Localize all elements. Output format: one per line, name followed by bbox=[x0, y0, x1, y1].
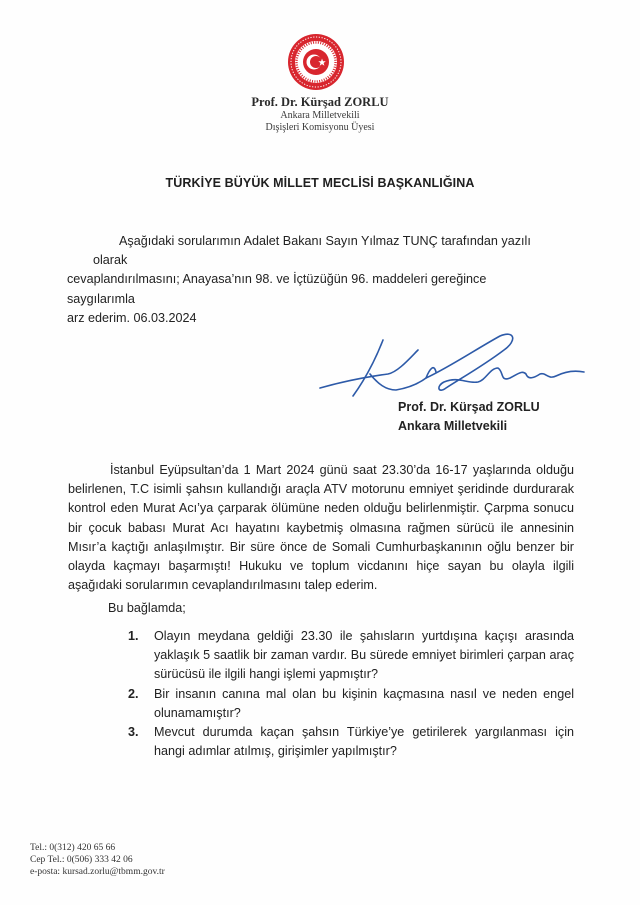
question-text: Bir insanın canına mal olan bu kişinin kaçmasına nasıl ve neden engel olunamamıştır? bbox=[154, 686, 574, 720]
footer-tel: Tel.: 0(312) 420 65 66 bbox=[30, 843, 116, 853]
signatory-title: Ankara Milletvekili bbox=[398, 419, 508, 433]
intro-line-3: arz ederim. 06.03.2024 bbox=[67, 310, 197, 325]
body-paragraph-text: İstanbul Eyüpsultan’da 1 Mart 2024 günü saat 23.30’da 16-17 yaşlarında olduğu belirlenen, T.C isimli şahsın kullandığı araçla ATV motorunu emniyet şeridinde durdurarak kontrol eden Murat Acı’ya çarparak ölümüne neden olduğu belirlenmiştir. Çarpma sonucu bir çocuk babası Murat Acı hayatını kaybetmiş olmasına rağmen sürücü ile annesinin Mısır’a kaçtığı anlaşılmıştır. Bir süre önce de Somali Cumhurbaşkanının oğlu benzer bir olayda kaçmayı başarmıştı! Hukuku ve toplum vicdanını hiçe sayan bu olayla ilgili aşağıdaki sorularımın cevaplandırılmasını talep ederim. bbox=[68, 463, 574, 593]
intro-line-2: cevaplandırılmasını; Anayasa’nın 98. ve İçtüzüğün 96. maddeleri gereğince saygılarımla bbox=[67, 272, 487, 306]
tbmm-emblem-icon bbox=[287, 33, 345, 91]
letterhead-committee: Dışişleri Komisyonu Üyesi bbox=[265, 122, 375, 133]
intro-paragraph bbox=[67, 232, 543, 328]
question-item bbox=[128, 723, 574, 761]
intro-line-1: Aşağıdaki sorularımın Adalet Bakanı Sayın Yılmaz TUNÇ tarafından yazılı olarak bbox=[93, 234, 531, 268]
signature-block bbox=[398, 398, 540, 436]
question-number: 2. bbox=[128, 686, 139, 701]
question-text: Mevcut durumda kaçan şahsın Türkiye’ye getirilerek yargılanması için hangi adımlar atılmış, girişimler yapılmıştır? bbox=[154, 725, 574, 759]
footer-email: e-posta: kursad.zorlu@tbmm.gov.tr bbox=[30, 867, 165, 877]
question-number: 3. bbox=[128, 725, 139, 740]
contact-footer bbox=[30, 842, 165, 878]
question-item bbox=[128, 685, 574, 723]
questions-lead: Bu bağlamda; bbox=[108, 601, 186, 615]
letterhead-name: Prof. Dr. Kürşad ZORLU bbox=[251, 95, 389, 109]
body-paragraph bbox=[68, 461, 574, 595]
signature-icon bbox=[318, 328, 588, 408]
document-title: TÜRKİYE BÜYÜK MİLLET MECLİSİ BAŞKANLIĞINA bbox=[165, 176, 475, 190]
letterhead-role: Ankara Milletvekili bbox=[280, 110, 360, 121]
questions-list bbox=[128, 627, 574, 761]
question-item bbox=[128, 627, 574, 685]
question-text: Olayın meydana geldiği 23.30 ile şahısların yurtdışına kaçışı arasında yaklaşık 5 saatlik bir zaman vardır. Bu sürede emniyet birimleri çarpan araç sürücüsü ile ilgili hangi işlemi yapmıştır? bbox=[154, 629, 574, 682]
question-number: 1. bbox=[128, 629, 139, 643]
signatory-name: Prof. Dr. Kürşad ZORLU bbox=[398, 400, 540, 414]
footer-mobile: Cep Tel.: 0(506) 333 42 06 bbox=[30, 855, 133, 865]
